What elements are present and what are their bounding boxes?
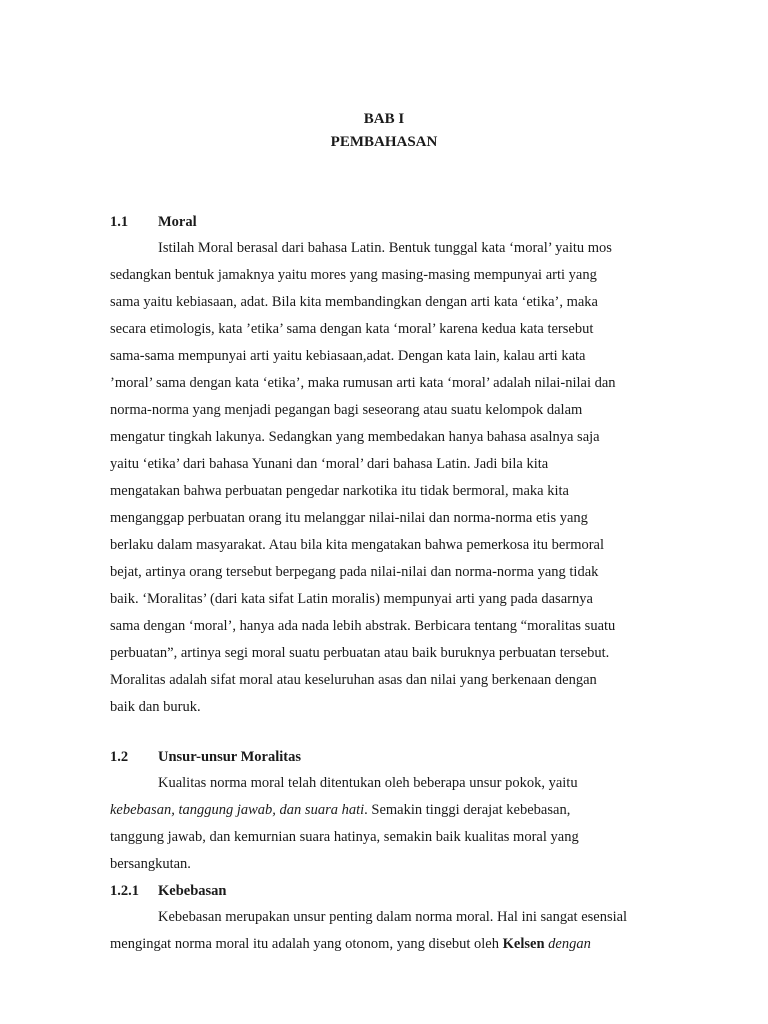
paragraph-line: yaitu ‘etika’ dari bahasa Yunani dan ‘moral’ dari bahasa Latin. Jadi bila kita [110,456,549,472]
paragraph-line: menganggap perbuatan orang itu melanggar nilai-nilai dan norma-norma etis yang [110,510,588,526]
paragraph-line: mengatakan bahwa perbuatan pengedar narkotika itu tidak bermoral, maka kita [110,483,569,499]
paragraph-line: baik. ‘Moralitas’ (dari kata sifat Latin moralis) mempunyai arti yang pada dasarnya [110,591,593,607]
section-title: Moral [158,214,197,230]
section-title: Unsur-unsur Moralitas [158,749,302,765]
section-title: Kebebasan [158,883,227,899]
paragraph-line: bersangkutan. [110,856,191,872]
paragraph-line [110,934,591,954]
paragraph-line: baik dan buruk. [110,699,201,715]
section-number: 1.2.1 [110,883,139,899]
text-span: mengingat norma moral itu adalah yang otonom, yang disebut oleh [110,936,503,952]
paragraph-line: bejat, artinya orang tersebut berpegang pada nilai-nilai dan norma-norma yang tidak [110,564,599,580]
section-heading-unsur-moralitas [110,747,301,767]
section-number: 1.2 [110,749,129,765]
section-heading-moral [110,212,197,232]
paragraph-line: Moralitas adalah sifat moral atau keseluruhan asas dan nilai yang berkenaan dengan [110,672,597,688]
paragraph-line: sama dengan ‘moral’, hanya ada nada lebih abstrak. Berbicara tentang “moralitas suatu [110,618,616,634]
chapter-title: PEMBAHASAN [330,134,438,150]
paragraph-line [110,800,570,820]
paragraph-line: sama-sama mempunyai arti yaitu kebiasaan,adat. Dengan kata lain, kalau arti kata [110,348,586,364]
paragraph-line: secara etimologis, kata ’etika’ sama dengan kata ‘moral’ karena kedua kata tersebut [110,321,594,337]
paragraph-line: perbuatan”, artinya segi moral suatu perbuatan atau baik buruknya perbuatan tersebut. [110,645,610,661]
chapter-label: BAB I [363,111,405,127]
text-span: . Semakin tinggi derajat kebebasan, [364,802,571,818]
section-number: 1.1 [110,214,129,230]
paragraph-line: berlaku dalam masyarakat. Atau bila kita mengatakan bahwa pemerkosa itu bermoral [110,537,605,553]
paragraph-line: ’moral’ sama dengan kata ‘etika’, maka rumusan arti kata ‘moral’ adalah nilai-nilai dan [110,375,616,391]
paragraph-line: mengatur tingkah lakunya. Sedangkan yang membedakan hanya bahasa asalnya saja [110,429,600,445]
bold-text: Kelsen [502,936,545,952]
paragraph-line: tanggung jawab, dan kemurnian suara hatinya, semakin baik kualitas moral yang [110,829,579,845]
italic-text: kebebasan, tanggung jawab, dan suara hati [110,802,365,818]
paragraph-line: sama yaitu kebiasaan, adat. Bila kita membandingkan dengan arti kata ‘etika’, maka [110,294,598,310]
paragraph-line: Kualitas norma moral telah ditentukan oleh beberapa unsur pokok, yaitu [158,775,578,791]
section-heading-kebebasan [110,881,227,901]
paragraph-line: Istilah Moral berasal dari bahasa Latin. Bentuk tunggal kata ‘moral’ yaitu mos [158,240,612,256]
paragraph-line: sedangkan bentuk jamaknya yaitu mores yang masing-masing mempunyai arti yang [110,267,597,283]
italic-text: dengan [544,936,591,952]
paragraph-line: norma-norma yang menjadi pegangan bagi seseorang atau suatu kelompok dalam [110,402,583,418]
paragraph-line: Kebebasan merupakan unsur penting dalam norma moral. Hal ini sangat esensial [158,909,628,925]
